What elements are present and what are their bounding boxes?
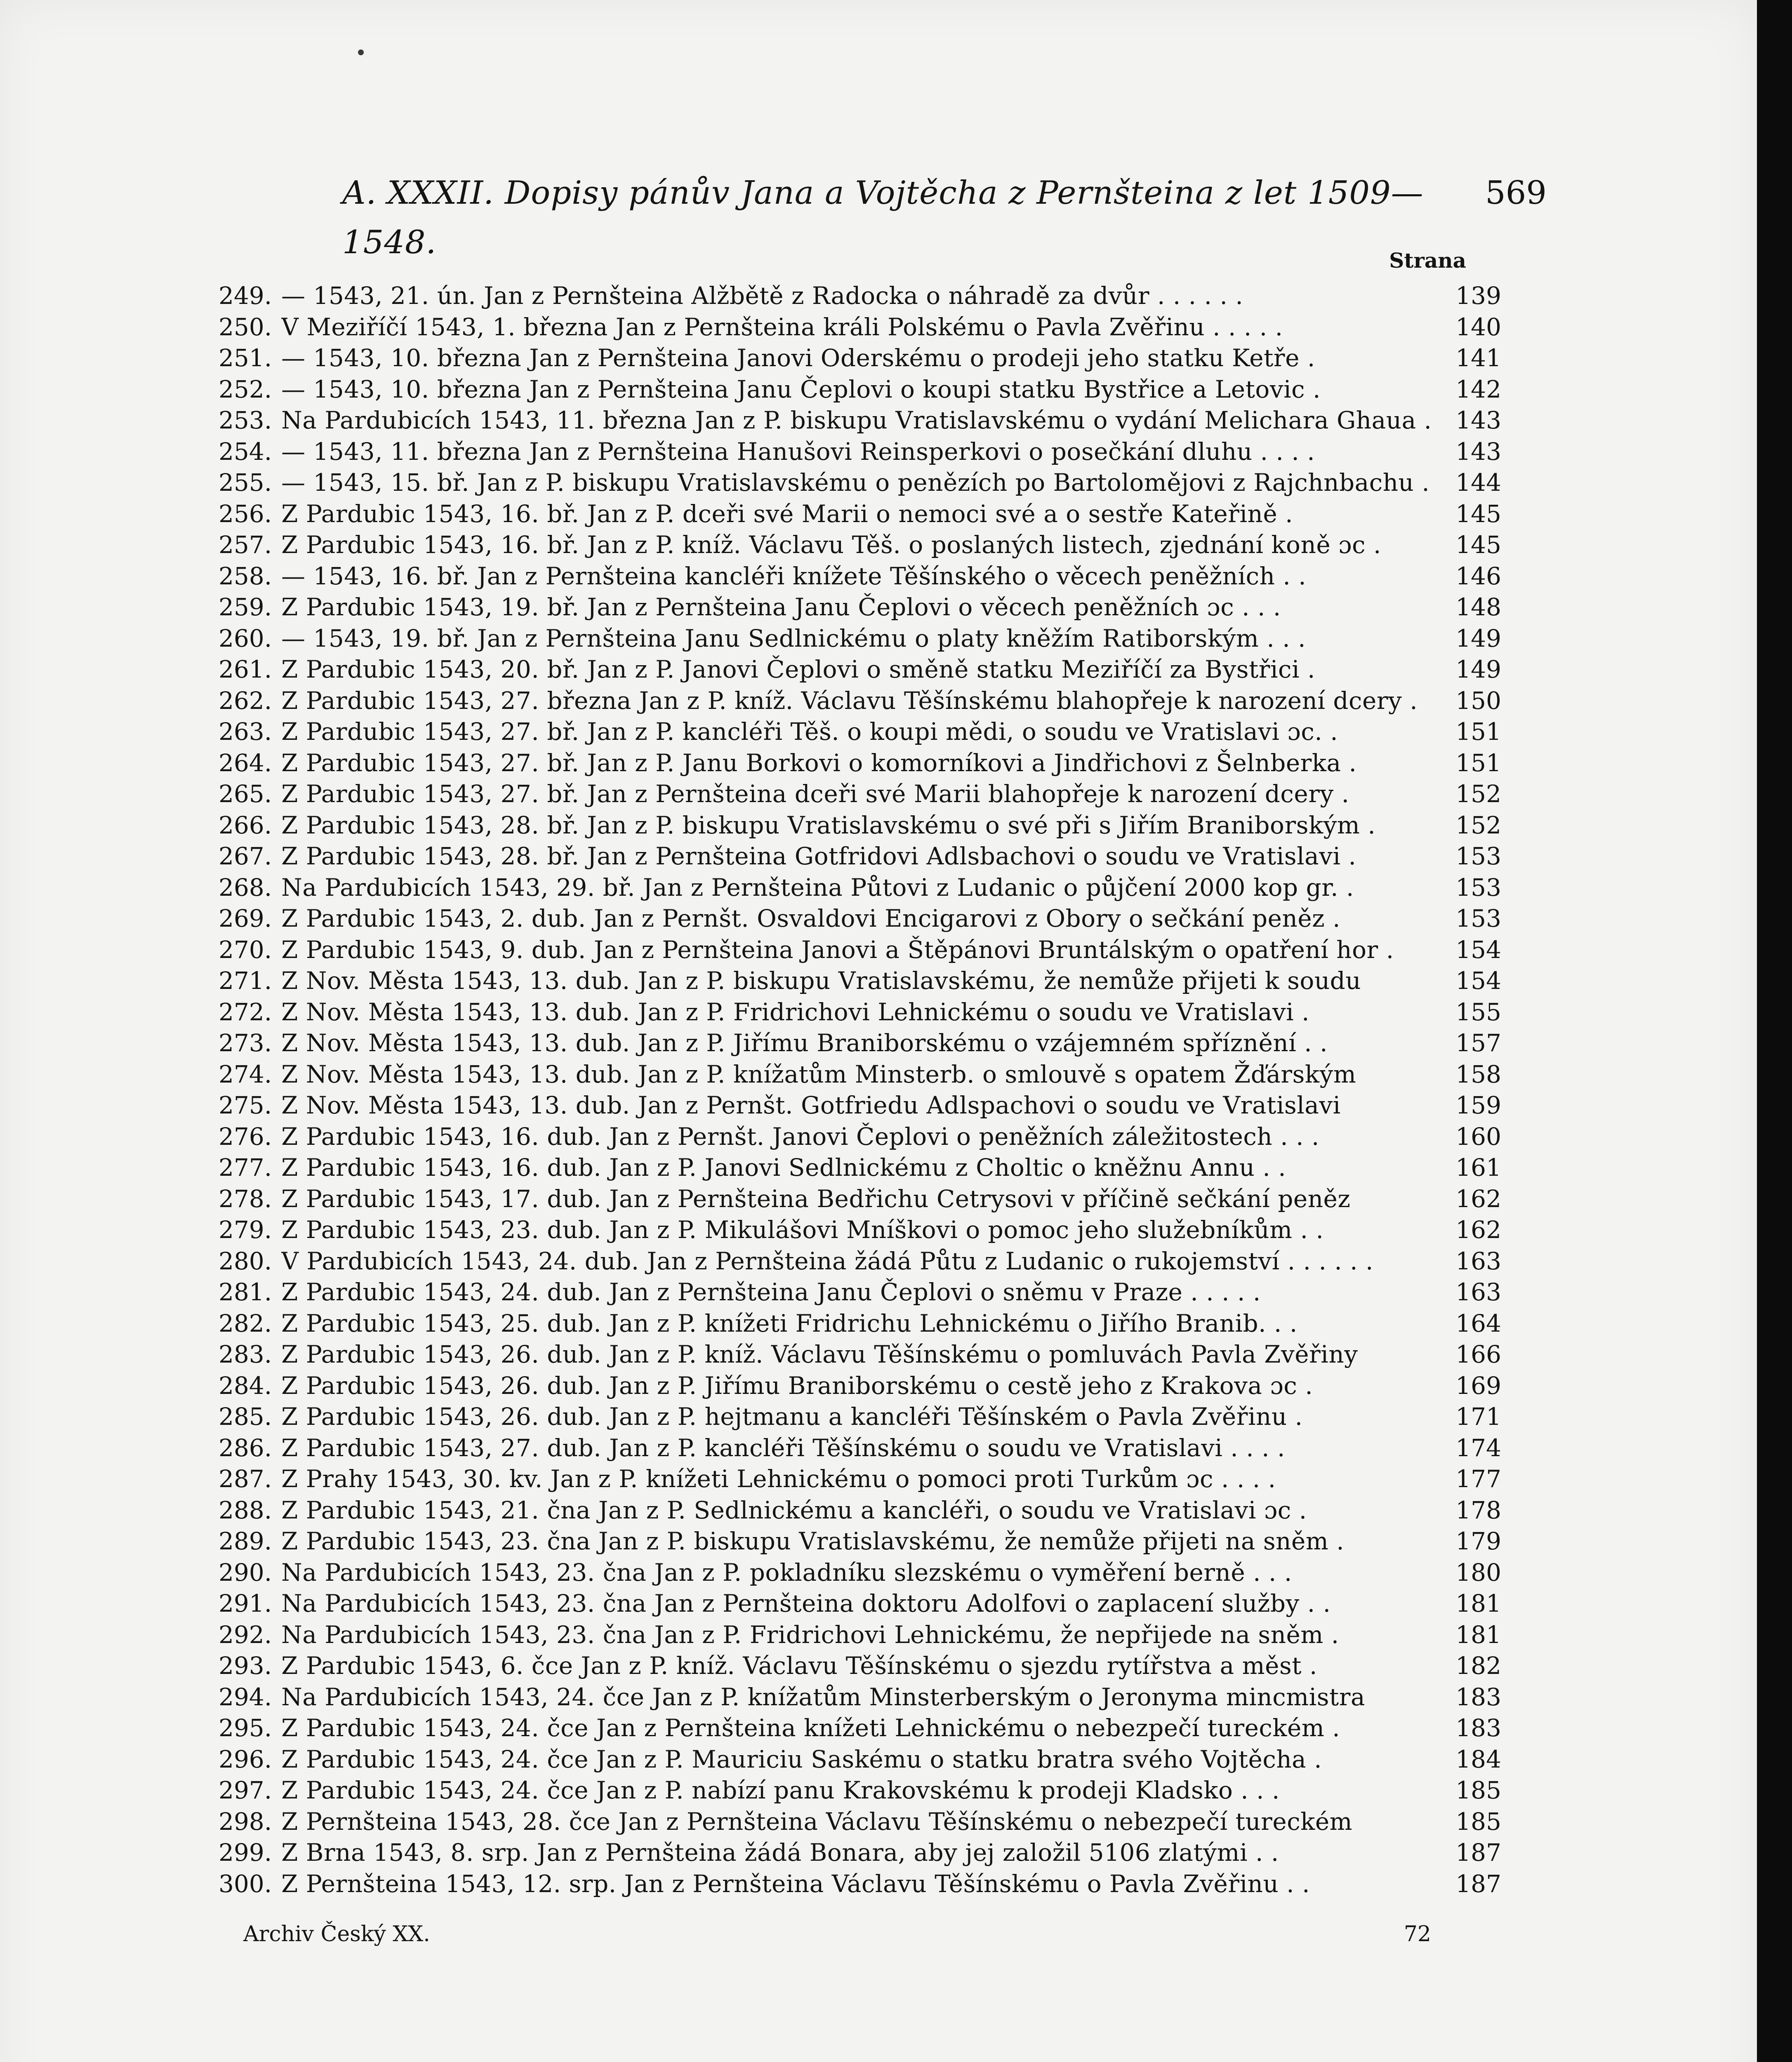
entry-description: Z Pardubic 1543, 28. bř. Jan z P. biskupu Vratislavskému o své při s Jiřím Braniborským . [281, 811, 1376, 839]
entry-page-number: 181 [1455, 1589, 1501, 1617]
entry-page-number: 152 [1455, 811, 1501, 839]
entry-description: — 1543, 21. ún. Jan z Pernšteina Alžbětě z Radocka o náhradě za dvůr . . . . . . [281, 282, 1243, 310]
entry-description: Z Pardubic 1543, 24. čce Jan z P. Mauriciu Saskému o statku bratra svého Vojtěcha . [281, 1745, 1322, 1773]
toc-entry [219, 779, 1501, 810]
entry-description: V Meziříčí 1543, 1. března Jan z Pernšteina králi Polskému o Pavla Zvěřinu . . . . . [281, 313, 1283, 341]
entry-page-number: 180 [1455, 1558, 1501, 1587]
entry-number: 287. [219, 1465, 272, 1493]
entry-description: Z Prahy 1543, 30. kv. Jan z P. knížeti Lehnickému o pomoci proti Turkům ɔc . . . . [281, 1465, 1276, 1493]
toc-entry [219, 1246, 1501, 1277]
entry-page-number: 153 [1455, 842, 1501, 870]
entry-page-number: 149 [1455, 624, 1501, 652]
entry-page-number: 179 [1455, 1527, 1501, 1555]
entry-number: 269. [219, 904, 272, 932]
entry-number: 271. [219, 967, 272, 995]
toc-entry [219, 1682, 1501, 1713]
entry-description: — 1543, 15. bř. Jan z P. biskupu Vratislavskému o penězích po Bartolomějovi z Rajchnbachu . [281, 468, 1430, 497]
toc-entry [219, 436, 1501, 468]
entry-page-number: 161 [1455, 1153, 1501, 1182]
entry-page-number: 153 [1455, 873, 1501, 902]
toc-entry [219, 1619, 1501, 1651]
toc-entry [219, 934, 1501, 966]
entry-number: 264. [219, 749, 272, 777]
entry-page-number: 153 [1455, 904, 1501, 932]
entry-number: 279. [219, 1216, 272, 1244]
entry-page-number: 148 [1455, 593, 1501, 621]
entry-number: 300. [219, 1869, 272, 1898]
entry-description: — 1543, 16. bř. Jan z Pernšteina kancléři knížete Těšínského o věcech peněžních . . [281, 562, 1307, 590]
entry-number: 283. [219, 1340, 272, 1368]
entry-page-number: 154 [1455, 967, 1501, 995]
entry-page-number: 152 [1455, 780, 1501, 808]
entry-page-number: 159 [1455, 1091, 1501, 1119]
entry-page-number: 183 [1455, 1683, 1501, 1711]
entry-description: Z Pardubic 1543, 26. dub. Jan z P. Jiřímu Braniborskému o cestě jeho z Krakova ɔc . [281, 1371, 1313, 1400]
toc-entry [219, 561, 1501, 592]
toc-entry [219, 1339, 1501, 1370]
entry-page-number: 183 [1455, 1714, 1501, 1742]
entry-page-number: 150 [1455, 686, 1501, 715]
entry-page-number: 144 [1455, 468, 1501, 497]
entry-page-number: 174 [1455, 1434, 1501, 1462]
toc-entry [219, 1464, 1501, 1495]
entry-page-number: 145 [1455, 499, 1501, 528]
entry-number: 260. [219, 624, 272, 652]
entry-page-number: 187 [1455, 1838, 1501, 1867]
toc-entry [219, 997, 1501, 1028]
entry-description: Z Pardubic 1543, 24. čce Jan z P. nabízí panu Krakovskému k prodeji Kladsko . . . [281, 1776, 1280, 1804]
entry-page-number: 181 [1455, 1620, 1501, 1649]
entry-number: 288. [219, 1496, 272, 1524]
page-footer [243, 1918, 1431, 1951]
entry-page-number: 139 [1455, 282, 1501, 310]
entry-description: — 1543, 19. bř. Jan z Pernšteina Janu Sedlnickému o platy kněžím Ratiborským . . . [281, 624, 1306, 652]
toc-entry [219, 810, 1501, 841]
entry-number: 295. [219, 1714, 272, 1742]
entry-page-number: 155 [1455, 998, 1501, 1026]
entry-number: 259. [219, 593, 272, 621]
entry-description: Na Pardubicích 1543, 11. března Jan z P. biskupu Vratislavskému o vydání Melichara Ghaua . [281, 406, 1432, 434]
toc-entry [219, 654, 1501, 685]
entry-description: Z Nov. Města 1543, 13. dub. Jan z P. Fridrichovi Lehnickému o soudu ve Vratislavi . [281, 998, 1310, 1026]
entry-description: Z Pardubic 1543, 24. dub. Jan z Pernšteina Janu Čeplovi o sněmu v Praze . . . . . [281, 1278, 1261, 1306]
entry-number: 285. [219, 1403, 272, 1431]
toc-entry [219, 1713, 1501, 1744]
toc-entry [219, 1650, 1501, 1682]
entry-page-number: 154 [1455, 935, 1501, 964]
entry-page-number: 185 [1455, 1807, 1501, 1836]
entry-number: 289. [219, 1527, 272, 1555]
entry-number: 294. [219, 1683, 272, 1711]
entry-description: Na Pardubicích 1543, 23. čna Jan z P. Fridrichovi Lehnickému, že nepřijede na sněm . [281, 1620, 1339, 1649]
toc-entry [219, 1837, 1501, 1869]
entry-number: 296. [219, 1745, 272, 1773]
entry-page-number: 157 [1455, 1029, 1501, 1057]
entry-number: 266. [219, 811, 272, 839]
entry-page-number: 178 [1455, 1496, 1501, 1524]
entry-description: Z Nov. Města 1543, 13. dub. Jan z P. biskupu Vratislavskému, že nemůže přijeti k soudu [281, 967, 1361, 995]
entry-page-number: 162 [1455, 1184, 1501, 1213]
entry-page-number: 143 [1455, 437, 1501, 466]
toc-entry [219, 499, 1501, 530]
entry-page-number: 160 [1455, 1122, 1501, 1151]
entry-number: 268. [219, 873, 272, 902]
entry-page-number: 185 [1455, 1776, 1501, 1804]
entry-page-number: 166 [1455, 1340, 1501, 1368]
entry-description: Z Nov. Města 1543, 13. dub. Jan z P. Jiřímu Braniborskému o vzájemném spříznění . . [281, 1029, 1328, 1057]
entry-number: 281. [219, 1278, 272, 1306]
entry-description: Na Pardubicích 1543, 24. čce Jan z P. knížatům Minsterberským o Jeronyma mincmistra [281, 1683, 1366, 1711]
entry-description: Z Pardubic 1543, 16. dub. Jan z P. Janovi Sedlnickému z Choltic o kněžnu Annu . . [281, 1153, 1286, 1182]
entry-description: Z Pardubic 1543, 6. čce Jan z P. kníž. Václavu Těšínskému o sjezdu rytířstva a měst . [281, 1652, 1317, 1680]
printer-signature-label: Archiv Český XX. [243, 1922, 430, 1947]
entry-page-number: 163 [1455, 1278, 1501, 1306]
entry-description: Z Pardubic 1543, 27. března Jan z P. kníž. Václavu Těšínskému blahopřeje k narození dcery . [281, 686, 1418, 715]
entry-description: Z Pardubic 1543, 27. bř. Jan z P. kancléři Těš. o koupi mědi, o soudu ve Vratislavi ɔc. . [281, 718, 1338, 746]
entry-number: 276. [219, 1122, 272, 1151]
entry-description: Z Pardubic 1543, 16. bř. Jan z P. kníž. Václavu Těš. o poslaných listech, zjednání koně ɔc . [281, 531, 1381, 559]
entry-page-number: 151 [1455, 749, 1501, 777]
entry-page-number: 143 [1455, 406, 1501, 434]
toc-entry [219, 1370, 1501, 1402]
entry-number: 258. [219, 562, 272, 590]
entry-description: Z Pardubic 1543, 9. dub. Jan z Pernšteina Janovi a Štěpánovi Bruntálským o opatření hor . [281, 935, 1394, 964]
toc-entry [219, 1121, 1501, 1153]
entry-number: 290. [219, 1558, 272, 1587]
entry-page-number: 151 [1455, 718, 1501, 746]
entry-description: Z Pardubic 1543, 27. dub. Jan z P. kancléři Těšínskému o soudu ve Vratislavi . . . . [281, 1434, 1285, 1462]
toc-entry [219, 1495, 1501, 1526]
entry-number: 275. [219, 1091, 272, 1119]
toc-entry [219, 1184, 1501, 1215]
toc-entry [219, 1775, 1501, 1806]
entry-description: Z Pernšteina 1543, 12. srp. Jan z Pernšteina Václavu Těšínskému o Pavla Zvěřinu . . [281, 1869, 1310, 1898]
entry-number: 263. [219, 718, 272, 746]
toc-entry [219, 1215, 1501, 1246]
entry-description: Z Nov. Města 1543, 13. dub. Jan z Pernšt. Gotfriedu Adlspachovi o soudu ve Vratislavi [281, 1091, 1341, 1119]
toc-entry [219, 685, 1501, 717]
entry-number: 299. [219, 1838, 272, 1867]
entry-description: Z Pardubic 1543, 2. dub. Jan z Pernšt. Osvaldovi Encigarovi z Obory o sečkání peněz . [281, 904, 1341, 932]
entry-page-number: 177 [1455, 1465, 1501, 1493]
toc-entry [219, 1401, 1501, 1433]
entry-number: 274. [219, 1060, 272, 1088]
entry-description: V Pardubicích 1543, 24. dub. Jan z Pernšteina žádá Půtu z Ludanic o rukojemství . . . . . . [281, 1247, 1373, 1275]
entry-description: Z Pardubic 1543, 17. dub. Jan z Pernšteina Bedřichu Cetrysovi v příčině sečkání peněz [281, 1184, 1351, 1213]
toc-entry [219, 530, 1501, 561]
table-of-contents [219, 280, 1501, 1900]
entry-description: Z Pardubic 1543, 21. čna Jan z P. Sedlnickému a kancléři, o soudu ve Vratislavi ɔc . [281, 1496, 1307, 1524]
entry-page-number: 158 [1455, 1060, 1501, 1088]
entry-number: 280. [219, 1247, 272, 1275]
entry-description: Z Pardubic 1543, 16. dub. Jan z Pernšt. Janovi Čeplovi o peněžních záležitostech . . . [281, 1122, 1319, 1151]
entry-page-number: 140 [1455, 313, 1501, 341]
entry-number: 253. [219, 406, 272, 434]
entry-page-number: 182 [1455, 1652, 1501, 1680]
toc-entry [219, 1028, 1501, 1059]
toc-entry [219, 1526, 1501, 1557]
entry-description: Na Pardubicích 1543, 29. bř. Jan z Pernšteina Půtovi z Ludanic o půjčení 2000 kop gr. . [281, 873, 1354, 902]
toc-entry [219, 1059, 1501, 1090]
entry-page-number: 187 [1455, 1869, 1501, 1898]
toc-entry [219, 1433, 1501, 1464]
entry-page-number: 162 [1455, 1216, 1501, 1244]
entry-description: — 1543, 11. března Jan z Pernšteina Hanušovi Reinsperkovi o posečkání dluhu . . . . [281, 437, 1315, 466]
entry-number: 261. [219, 655, 272, 683]
entry-page-number: 171 [1455, 1403, 1501, 1431]
entry-number: 277. [219, 1153, 272, 1182]
entry-number: 252. [219, 375, 272, 403]
entry-number: 255. [219, 468, 272, 497]
toc-entry [219, 1308, 1501, 1339]
toc-entry [219, 1557, 1501, 1589]
entry-number: 257. [219, 531, 272, 559]
toc-entry [219, 1744, 1501, 1775]
entry-description: Z Pardubic 1543, 16. bř. Jan z P. dceři své Marii o nemoci své a o sestře Kateřině . [281, 499, 1293, 528]
toc-entry [219, 748, 1501, 779]
entry-description: — 1543, 10. března Jan z Pernšteina Janovi Oderskému o prodeji jeho statku Ketře . [281, 344, 1315, 372]
entry-page-number: 142 [1455, 375, 1501, 403]
entry-number: 265. [219, 780, 272, 808]
sheet-signature-number: 72 [1403, 1922, 1431, 1947]
entry-page-number: 163 [1455, 1247, 1501, 1275]
running-header [342, 168, 1547, 267]
toc-entry [219, 965, 1501, 997]
entry-description: Z Pardubic 1543, 20. bř. Jan z P. Janovi Čeplovi o směně statku Meziříčí za Bystřici . [281, 655, 1315, 683]
entry-description: Z Pardubic 1543, 27. bř. Jan z P. Janu Borkovi o komorníkovi a Jindřichovi z Šelnberka . [281, 749, 1357, 777]
entry-page-number: 141 [1455, 344, 1501, 372]
toc-entry [219, 467, 1501, 499]
entry-number: 298. [219, 1807, 272, 1836]
entry-number: 291. [219, 1589, 272, 1617]
entry-page-number: 164 [1455, 1309, 1501, 1337]
entry-number: 249. [219, 282, 272, 310]
ink-speck [358, 49, 364, 55]
page-title: A. XXXII. Dopisy pánův Jana a Vojtěcha z Pernšteina z let 1509—1548. [342, 174, 1424, 261]
entry-description: Z Pardubic 1543, 23. dub. Jan z P. Mikulášovi Mníškovi o pomoc jeho služebníkům . . [281, 1216, 1324, 1244]
entry-number: 251. [219, 344, 272, 372]
entry-description: Z Pardubic 1543, 24. čce Jan z Pernšteina knížeti Lehnickému o nebezpečí tureckém . [281, 1714, 1340, 1742]
entry-number: 250. [219, 313, 272, 341]
toc-entry [219, 1806, 1501, 1838]
entry-page-number: 149 [1455, 655, 1501, 683]
entry-number: 284. [219, 1371, 272, 1400]
toc-entry [219, 623, 1501, 654]
entry-number: 267. [219, 842, 272, 870]
toc-entry [219, 1090, 1501, 1121]
entry-description: Z Pardubic 1543, 27. bř. Jan z Pernšteina dceři své Marii blahopřeje k narození dcery . [281, 780, 1349, 808]
entry-number: 282. [219, 1309, 272, 1337]
entry-page-number: 184 [1455, 1745, 1501, 1773]
entry-description: Na Pardubicích 1543, 23. čna Jan z P. pokladníku slezskému o vyměření berně . . . [281, 1558, 1292, 1587]
entry-page-number: 169 [1455, 1371, 1501, 1400]
toc-entry [219, 1869, 1501, 1900]
entry-description: Z Nov. Města 1543, 13. dub. Jan z P. knížatům Minsterb. o smlouvě s opatem Žďárským [281, 1060, 1356, 1088]
entry-description: Z Pernšteina 1543, 28. čce Jan z Pernšteina Václavu Těšínskému o nebezpečí tureckém [281, 1807, 1353, 1836]
entry-description: Z Pardubic 1543, 28. bř. Jan z Pernšteina Gotfridovi Adlsbachovi o soudu ve Vratislavi . [281, 842, 1356, 870]
entry-number: 292. [219, 1620, 272, 1649]
entry-description: Z Pardubic 1543, 19. bř. Jan z Pernšteina Janu Čeplovi o věcech peněžních ɔc . . . [281, 593, 1281, 621]
entry-page-number: 145 [1455, 531, 1501, 559]
entry-number: 273. [219, 1029, 272, 1057]
entry-number: 297. [219, 1776, 272, 1804]
entry-number: 270. [219, 935, 272, 964]
entry-number: 286. [219, 1434, 272, 1462]
entry-number: 278. [219, 1184, 272, 1213]
entry-description: Z Brna 1543, 8. srp. Jan z Pernšteina žádá Bonara, aby jej založil 5106 zlatými . . [281, 1838, 1279, 1867]
entry-description: Z Pardubic 1543, 26. dub. Jan z P. hejtmanu a kancléři Těšínském o Pavla Zvěřinu . [281, 1403, 1303, 1431]
entry-number: 293. [219, 1652, 272, 1680]
toc-entry [219, 903, 1501, 934]
entry-page-number: 146 [1455, 562, 1501, 590]
entry-description: Z Pardubic 1543, 26. dub. Jan z P. kníž. Václavu Těšínskému o pomluvách Pavla Zvěřiny [281, 1340, 1358, 1368]
entry-number: 256. [219, 499, 272, 528]
toc-entry [219, 1588, 1501, 1619]
entry-description: — 1543, 10. března Jan z Pernšteina Janu Čeplovi o koupi statku Bystřice a Letovic . [281, 375, 1321, 403]
entry-number: 262. [219, 686, 272, 715]
entry-number: 272. [219, 998, 272, 1026]
entry-description: Z Pardubic 1543, 25. dub. Jan z P. knížeti Fridrichu Lehnickému o Jiřího Branib. . . [281, 1309, 1297, 1337]
entry-description: Na Pardubicích 1543, 23. čna Jan z Pernšteina doktoru Adolfovi o zaplacení služby . . [281, 1589, 1331, 1617]
toc-entry [219, 374, 1501, 405]
toc-entry [219, 1152, 1501, 1184]
toc-entry [219, 343, 1501, 374]
entry-description: Z Pardubic 1543, 23. čna Jan z P. biskupu Vratislavskému, že nemůže přijeti na sněm . [281, 1527, 1345, 1555]
toc-entry [219, 716, 1501, 748]
toc-entry [219, 872, 1501, 904]
page-column-label: Strana [1389, 248, 1466, 273]
toc-entry [219, 280, 1501, 312]
entry-number: 254. [219, 437, 272, 466]
page-number: 569 [1485, 174, 1547, 212]
toc-entry [219, 312, 1501, 343]
toc-entry [219, 405, 1501, 436]
toc-entry [219, 841, 1501, 872]
toc-entry [219, 1277, 1501, 1308]
toc-entry [219, 592, 1501, 623]
